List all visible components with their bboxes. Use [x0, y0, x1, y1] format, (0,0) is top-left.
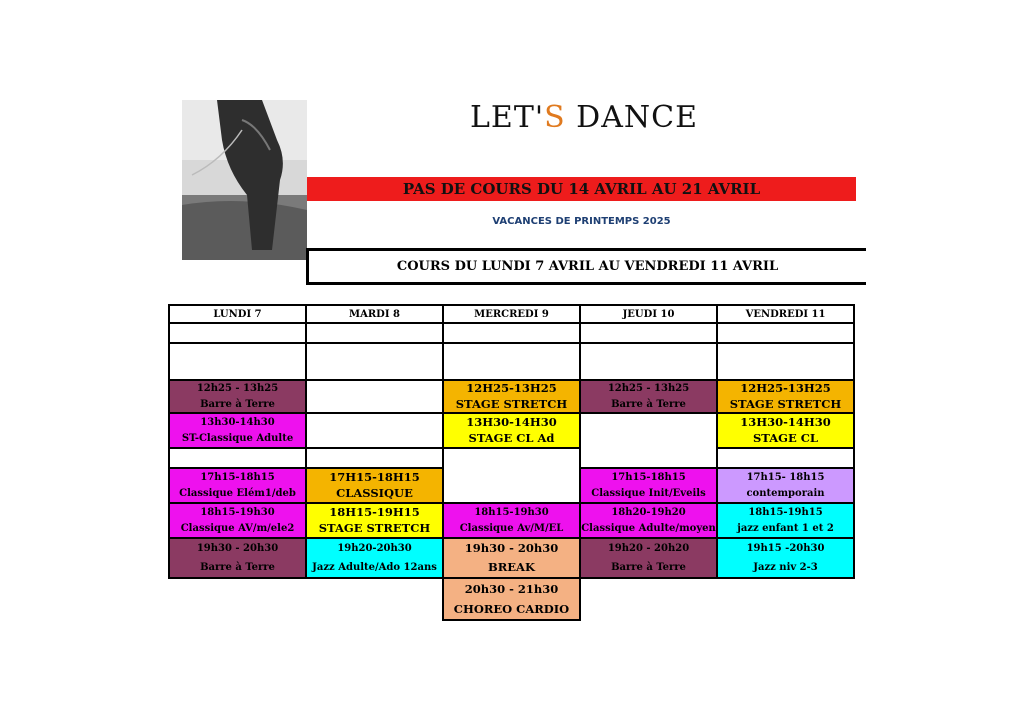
- class-name: jazz enfant 1 et 2: [737, 523, 834, 535]
- day-header-label: VENDREDI 11: [745, 308, 826, 320]
- class-name: Jazz niv 2-3: [753, 562, 818, 573]
- class-slot: [716, 412, 855, 449]
- class-time: 17h15-18h15: [611, 471, 686, 483]
- class-slot: [579, 467, 718, 504]
- class-name: STAGE CL: [753, 431, 818, 446]
- class-slot: [579, 379, 718, 414]
- empty-cell: [168, 447, 307, 469]
- class-slot: [168, 502, 307, 539]
- class-slot: [168, 379, 307, 414]
- empty-cell: [442, 342, 581, 381]
- class-slot: [716, 379, 855, 414]
- pointe-shoe-image: [182, 100, 307, 260]
- class-time: 13H30-14H30: [466, 414, 557, 429]
- empty-cell: [579, 342, 718, 381]
- class-slot: [168, 412, 307, 449]
- empty-cell: [305, 342, 444, 381]
- class-time: 18h20-19h20: [611, 506, 686, 518]
- class-name: STAGE STRETCH: [455, 396, 568, 411]
- class-name: Barre à Terre: [200, 562, 275, 573]
- empty-cell: [579, 322, 718, 344]
- class-name: Barre à Terre: [200, 398, 275, 410]
- class-time: 19h30 - 20h30: [196, 543, 279, 554]
- page-title: LET'S DANCE: [470, 100, 698, 135]
- class-time: 12h25 - 13h25: [196, 383, 279, 395]
- class-name: Classique Elém1/deb: [179, 488, 296, 500]
- class-slot: [305, 502, 444, 539]
- empty-cell: [168, 342, 307, 381]
- class-time: 18h15-19h30: [474, 506, 549, 518]
- class-name: BREAK: [488, 560, 535, 575]
- closure-notice-banner: [307, 177, 856, 201]
- class-time: 13H30-14H30: [740, 414, 831, 429]
- class-time: 12h25 - 13h25: [607, 383, 690, 395]
- day-header: [716, 304, 855, 324]
- class-name: Barre à Terre: [611, 562, 686, 573]
- class-time: 13h30-14h30: [200, 416, 275, 428]
- class-name: STAGE CL Ad: [468, 431, 555, 446]
- class-name: Jazz Adulte/Ado 12ans: [312, 562, 437, 573]
- class-time: 19h15 -20h30: [746, 543, 825, 554]
- class-time: 19h20 - 20h20: [607, 543, 690, 554]
- empty-cell: [305, 412, 444, 449]
- class-slot: [579, 502, 718, 539]
- ballet-pointe-photo: [182, 100, 307, 260]
- class-name: Barre à Terre: [611, 398, 686, 410]
- class-name: Classique Adulte/moyen: [581, 523, 716, 535]
- class-time: 12H25-13H25: [740, 381, 831, 396]
- class-slot: [305, 467, 444, 504]
- class-name: Classique Av/M/EL: [459, 523, 564, 535]
- empty-cell: [716, 447, 855, 469]
- class-time: 17h15- 18h15: [746, 471, 825, 483]
- class-slot: [442, 577, 581, 621]
- class-name: Classique AV/m/ele2: [180, 523, 295, 535]
- day-header-label: LUNDI 7: [213, 308, 262, 320]
- class-time: 17H15-18H15: [329, 469, 420, 484]
- class-name: CLASSIQUE: [336, 486, 413, 501]
- day-header-label: JEUDI 10: [622, 308, 675, 320]
- empty-cell: [305, 447, 444, 469]
- class-slot: [442, 537, 581, 579]
- empty-cell: [442, 322, 581, 344]
- empty-cell: [716, 342, 855, 381]
- week-range-text: COURS DU LUNDI 7 AVRIL AU VENDREDI 11 AVRIL: [396, 259, 779, 274]
- class-time: 17h15-18h15: [200, 471, 275, 483]
- class-name: Classique Init/Eveils: [591, 488, 706, 500]
- class-slot: [716, 537, 855, 579]
- empty-cell: [168, 322, 307, 344]
- empty-cell: [579, 412, 718, 469]
- day-header-label: MARDI 8: [349, 308, 400, 320]
- class-name: CHOREO CARDIO: [453, 601, 570, 616]
- class-time: 19h30 - 20h30: [464, 541, 559, 556]
- day-header: [305, 304, 444, 324]
- day-header: [579, 304, 718, 324]
- class-name: STAGE STRETCH: [729, 396, 842, 411]
- class-time: 19h20-20h30: [337, 543, 412, 554]
- empty-cell: [442, 447, 581, 504]
- empty-cell: [716, 322, 855, 344]
- empty-cell: [305, 322, 444, 344]
- class-slot: [716, 502, 855, 539]
- empty-cell: [305, 379, 444, 414]
- class-name: STAGE STRETCH: [318, 521, 431, 536]
- week-range-box: [306, 248, 866, 285]
- class-slot: [168, 467, 307, 504]
- day-header: [442, 304, 581, 324]
- class-time: 18H15-19H15: [329, 504, 420, 519]
- day-header: [168, 304, 307, 324]
- closure-notice-text: PAS DE COURS DU 14 AVRIL AU 21 AVRIL: [402, 180, 761, 198]
- class-slot: [716, 467, 855, 504]
- holiday-subtitle: VACANCES DE PRINTEMPS 2025: [492, 216, 671, 227]
- class-time: 20h30 - 21h30: [464, 581, 559, 596]
- class-slot: [579, 537, 718, 579]
- day-header-label: MERCREDI 9: [474, 308, 549, 320]
- class-slot: [442, 412, 581, 449]
- class-time: 18h15-19h30: [200, 506, 275, 518]
- class-time: 18h15-19h15: [748, 506, 823, 518]
- class-name: ST-Classique Adulte: [181, 433, 294, 445]
- class-slot: [442, 379, 581, 414]
- class-slot: [442, 502, 581, 539]
- class-time: 12H25-13H25: [466, 381, 557, 396]
- class-slot: [168, 537, 307, 579]
- class-slot: [305, 537, 444, 579]
- class-name: contemporain: [746, 488, 825, 500]
